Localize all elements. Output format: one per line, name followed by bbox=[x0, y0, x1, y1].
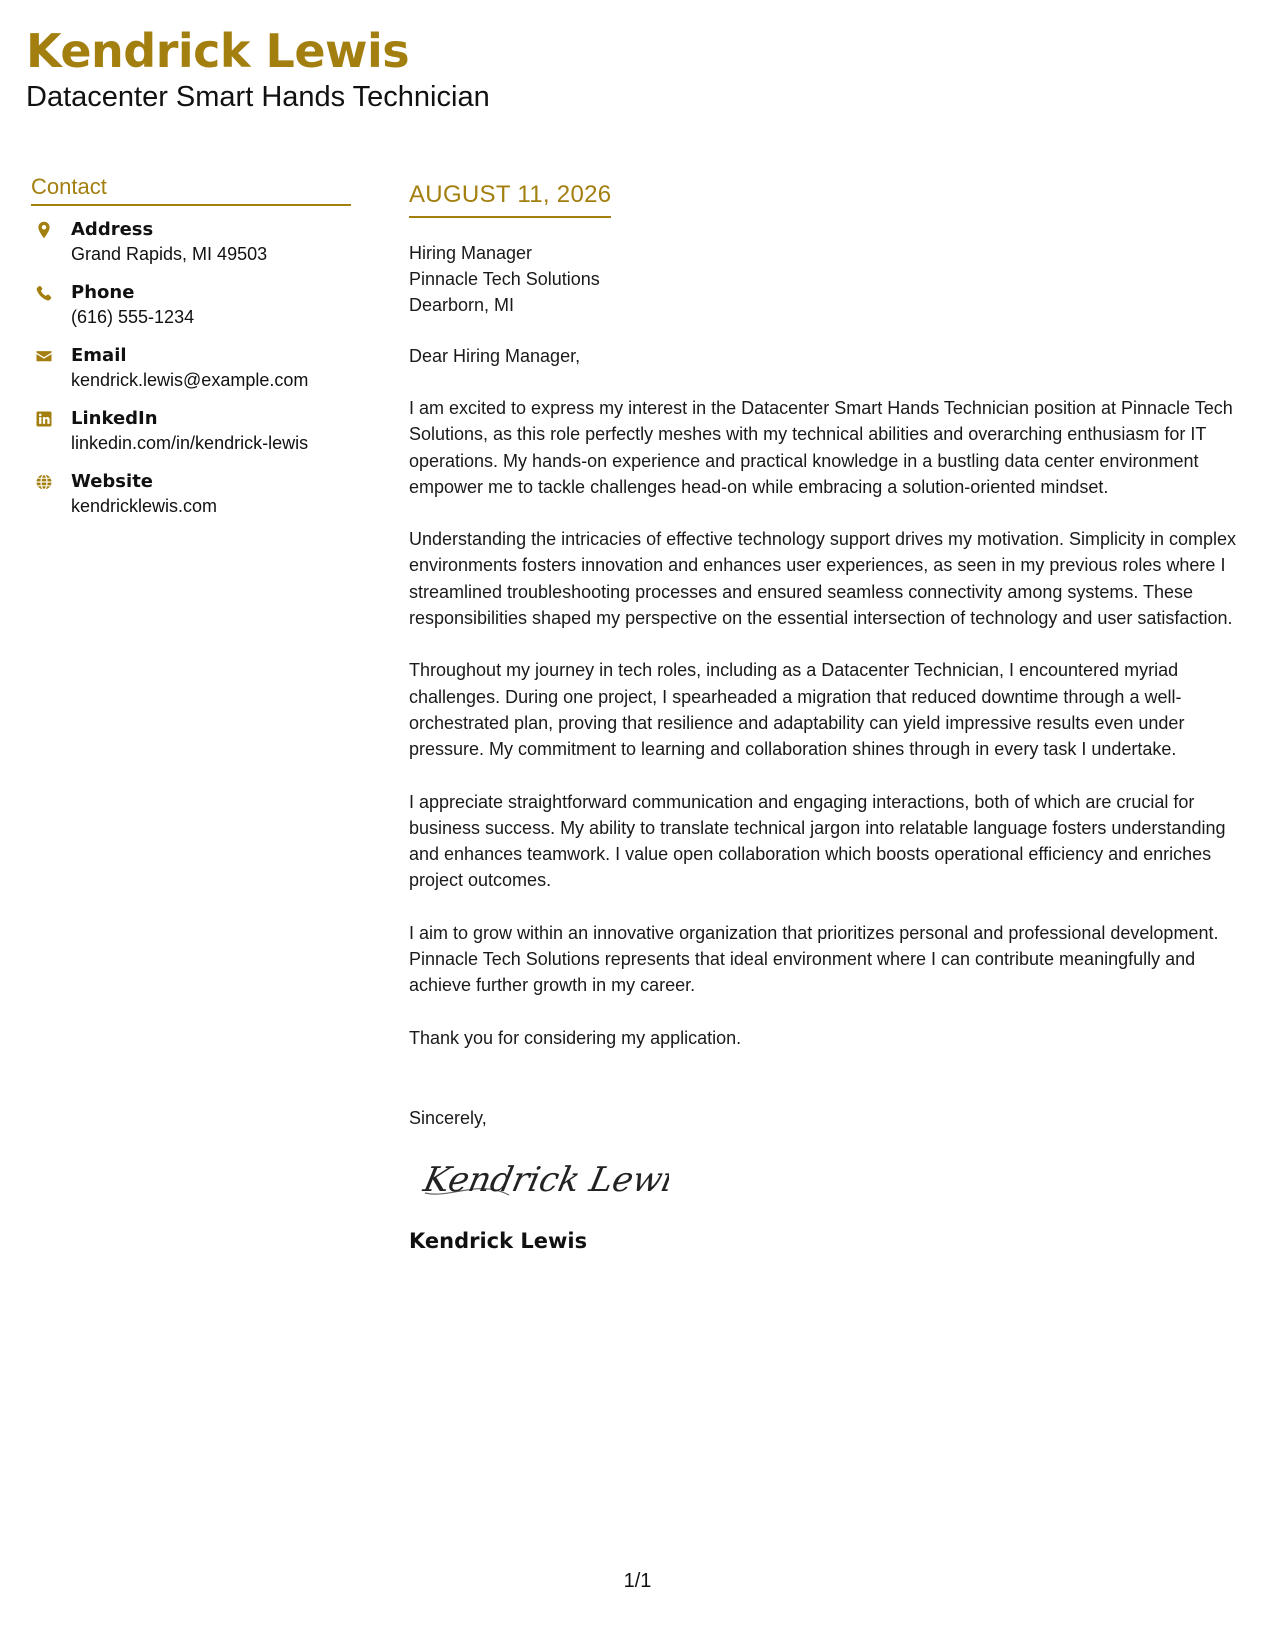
letter-paragraph: Thank you for considering my application. bbox=[409, 1027, 742, 1048]
linkedin-label: LinkedIn bbox=[71, 408, 158, 429]
letter-paragraph: Throughout my journey in tech roles, including as a Datacenter Technician, I encountered myriad challenges. During one project, I spearheaded a migration that reduced downtime through a well-orchestrated plan, proving that resilience and adaptability can yield impressive results even under pressure. My commitment to learning and collaboration shines through in every task I undertake. bbox=[409, 660, 1185, 760]
recipient-block bbox=[409, 240, 1249, 318]
website-value: kendricklewis.com bbox=[71, 496, 218, 516]
email-label: Email bbox=[71, 345, 127, 366]
handwritten-signature bbox=[419, 1149, 669, 1209]
letter-paragraph: I am excited to express my interest in the Datacenter Smart Hands Technician position at Pinnacle Tech Solutions, as this role perfectly meshes with my technical abilities and overarching enthusiasm for IT operations. My hands-on experience and practical knowledge in a bustling data center environment empower me to tackle challenges head-on while embracing a solution-oriented mindset. bbox=[409, 398, 1233, 497]
contact-sidebar bbox=[31, 174, 351, 533]
job-title: Datacenter Smart Hands Technician bbox=[26, 81, 490, 113]
letter-paragraph: I aim to grow within an innovative organization that prioritizes personal and professional development. Pinnacle Tech Solutions represents that ideal environment where I can contribute meaningfully and achieve further growth in my career. bbox=[409, 922, 1219, 996]
recipient-line: Dearborn, MI bbox=[409, 295, 515, 315]
contact-website bbox=[31, 470, 351, 519]
address-value: Grand Rapids, MI 49503 bbox=[71, 244, 268, 264]
contact-heading: Contact bbox=[31, 174, 351, 206]
recipient-line: Hiring Manager bbox=[409, 243, 533, 263]
phone-value: (616) 555-1234 bbox=[71, 307, 195, 327]
applicant-name: Kendrick Lewis bbox=[26, 24, 410, 78]
salutation: Dear Hiring Manager, bbox=[409, 346, 581, 366]
closing: Sincerely, bbox=[409, 1107, 487, 1128]
letter-body bbox=[409, 180, 1249, 1254]
globe-icon bbox=[35, 473, 53, 491]
contact-address bbox=[31, 218, 351, 267]
contact-email bbox=[31, 344, 351, 393]
letter-paragraph: I appreciate straightforward communication and engaging interactions, both of which are crucial for business success. My ability to translate technical jargon into relatable language fosters understanding and enhances teamwork. I value open collaboration which boosts operational efficiency and enriches project outcomes. bbox=[409, 791, 1226, 891]
website-label: Website bbox=[71, 471, 154, 492]
address-label: Address bbox=[71, 219, 154, 240]
phone-label: Phone bbox=[71, 282, 135, 303]
letter-paragraph: Understanding the intricacies of effective technology support drives my motivation. Simplicity in complex environments fosters innovation and enhances user experiences, as seen in my previous roles where I streamlined troubleshooting processes and ensured seamless connectivity among systems. These responsibilities shaped my perspective on the essential intersection of technology and user satisfaction. bbox=[409, 529, 1237, 629]
resume-header bbox=[26, 22, 490, 114]
map-pin-icon bbox=[35, 221, 53, 239]
phone-icon bbox=[35, 284, 53, 302]
recipient-line: Pinnacle Tech Solutions bbox=[409, 269, 600, 289]
linkedin-value: linkedin.com/in/kendrick-lewis bbox=[71, 433, 309, 453]
letter-date: AUGUST 11, 2026 bbox=[409, 180, 611, 218]
email-value: kendrick.lewis@example.com bbox=[71, 370, 309, 390]
contact-phone bbox=[31, 281, 351, 330]
page-number: 1/1 bbox=[623, 1570, 652, 1592]
signed-name: Kendrick Lewis bbox=[409, 1228, 588, 1253]
linkedin-icon bbox=[35, 410, 53, 428]
envelope-icon bbox=[35, 347, 53, 365]
contact-linkedin bbox=[31, 407, 351, 456]
signature-glyphs: Kendrick Lewis bbox=[420, 1160, 669, 1200]
